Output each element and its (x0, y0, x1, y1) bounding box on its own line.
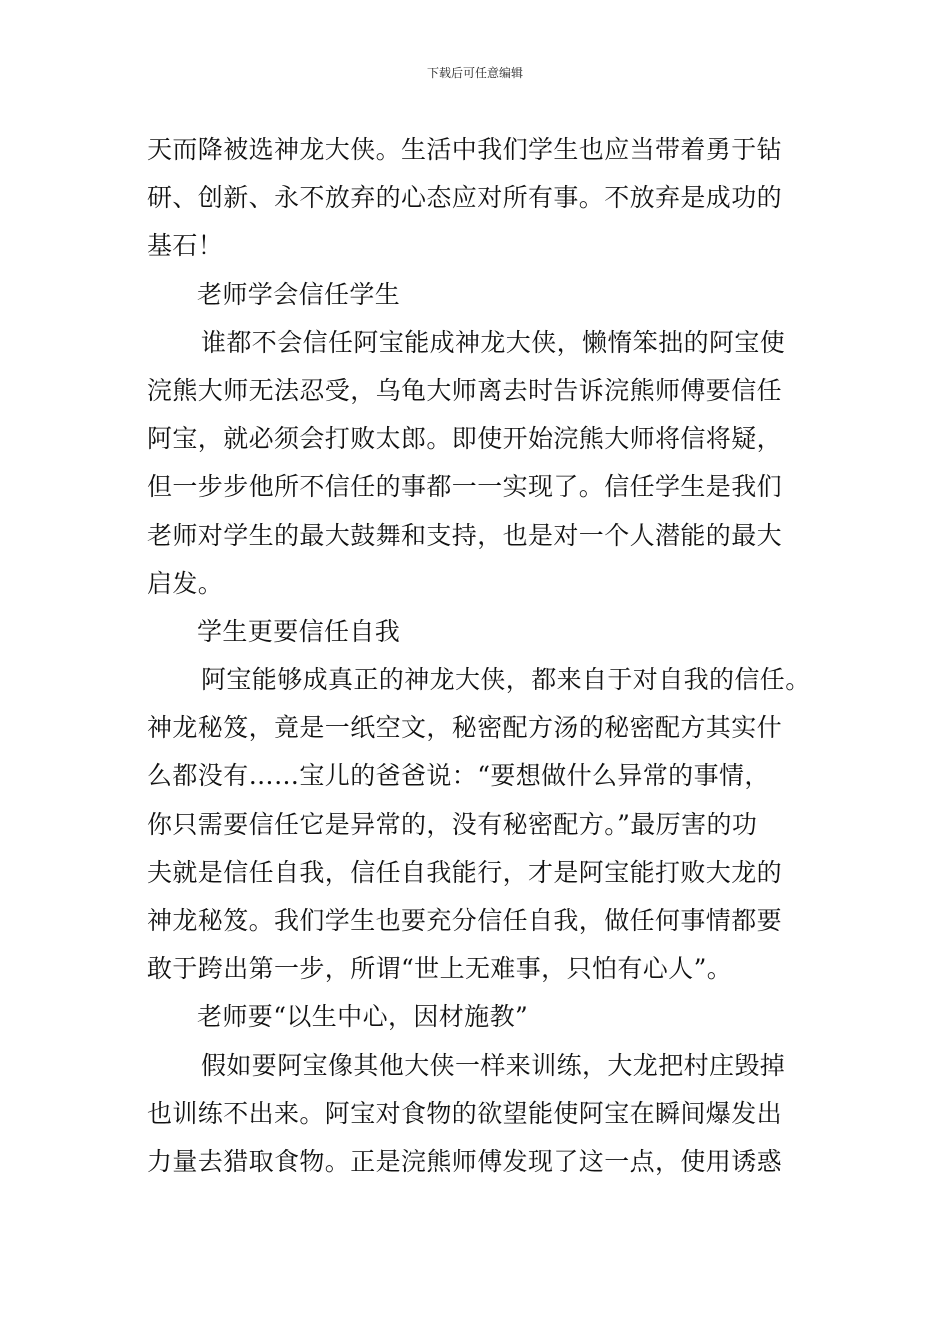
text-line: 谁都不会信任阿宝能成神龙大侠，懒惰笨拙的阿宝使 (201, 327, 786, 357)
section-heading: 老师学会信任学生 (197, 279, 401, 309)
page-header: 下载后可任意编辑 (426, 66, 523, 80)
text-line: 神龙秘笈。我们学生也要充分信任自我，做任何事情都要 (147, 906, 783, 935)
body-text (147, 126, 815, 1186)
text-line: 阿宝，就必须会打败太郎。即使开始浣熊大师将信将疑， (147, 424, 783, 454)
text-line: 力量去猎取食物。正是浣熊师傅发现了这一点，使用诱惑 (147, 1146, 783, 1176)
section-heading: 老师要“以生中心，因材施教” (197, 1002, 529, 1032)
text-line: 天而降被选神龙大侠。生活中我们学生也应当带着勇于钻 (147, 135, 783, 164)
text-line: 阿宝能够成真正的神龙大侠，都来自于对自我的信任。 (201, 665, 811, 695)
text-line: 老师对学生的最大鼓舞和支持，也是对一个人潜能的最大 (147, 520, 783, 550)
text-line: 研、创新、永不放弃的心态应对所有事。不放弃是成功的 (147, 183, 783, 213)
text-line: 浣熊大师无法忍受，乌龟大师离去时告诉浣熊师傅要信任 (147, 375, 783, 405)
text-line: 但一步步他所不信任的事都一一实现了。信任学生是我们 (147, 472, 783, 502)
text-line: 夫就是信任自我，信任自我能行，才是阿宝能打败大龙的 (147, 857, 783, 887)
text-line: 么都没有……宝儿的爸爸说：“要想做什么异常的事情， (147, 761, 770, 791)
section-heading: 学生更要信任自我 (197, 616, 401, 646)
text-line: 敢于跨出第一步，所谓“世上无难事，只怕有心人”。 (147, 954, 733, 984)
text-line: 也训练不出来。阿宝对食物的欲望能使阿宝在瞬间爆发出 (147, 1098, 783, 1128)
text-line: 你只需要信任它是异常的，没有秘密配方。”最厉害的功 (147, 809, 758, 839)
text-line: 神龙秘笈，竟是一纸空文，秘密配方汤的秘密配方其实什 (147, 713, 783, 743)
text-line: 启发。 (147, 568, 224, 598)
text-line: 假如要阿宝像其他大侠一样来训练，大龙把村庄毁掉 (201, 1050, 786, 1080)
text-line: 基石！ (147, 231, 224, 261)
